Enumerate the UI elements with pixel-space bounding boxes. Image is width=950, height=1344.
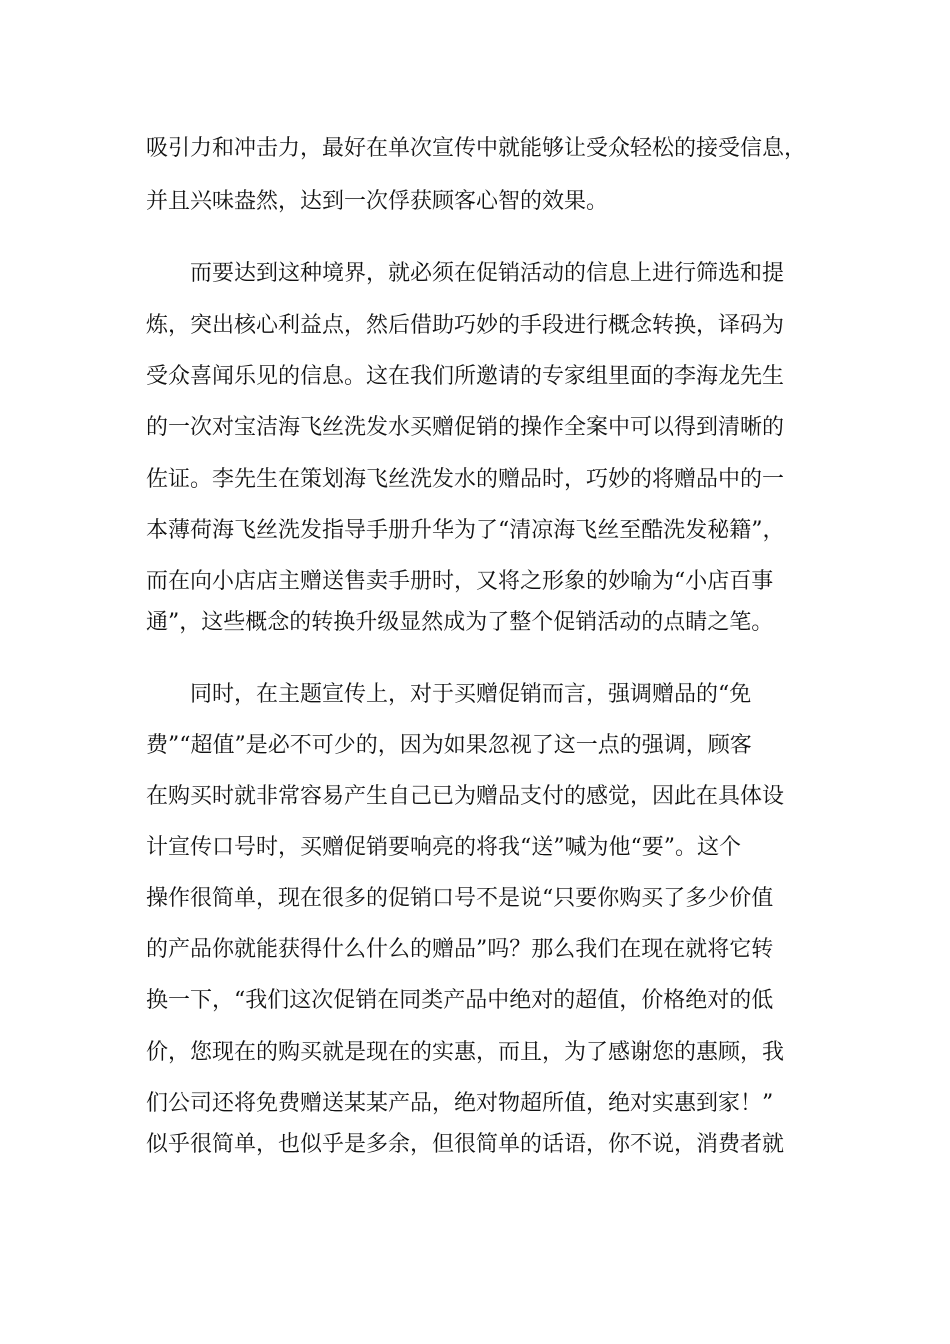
text-line: 的一次对宝洁海飞丝洗发水买赠促销的操作全案中可以得到清晰的 bbox=[146, 415, 785, 440]
text-line: 佐证。李先生在策划海飞丝洗发水的赠品时，巧妙的将赠品中的一 bbox=[146, 467, 785, 492]
text-line: 费”“超值”是必不可少的，因为如果忽视了这一点的强调，顾客 bbox=[146, 733, 752, 758]
paragraph-first-line: 而要达到这种境界，就必须在促销活动的信息上进行筛选和提 bbox=[190, 261, 785, 286]
text-line: 似乎很简单，也似乎是多余，但很简单的话语，你不说，消费者就 bbox=[146, 1132, 785, 1157]
text-line: 们公司还将免费赠送某某产品，绝对物超所值，绝对实惠到家！” bbox=[146, 1091, 774, 1116]
text-line: 并且兴味盎然，达到一次俘获顾客心智的效果。 bbox=[146, 189, 609, 214]
text-line: 的产品你就能获得什么什么的赠品”吗？那么我们在现在就将它转 bbox=[146, 937, 774, 962]
text-line: 本薄荷海飞丝洗发指导手册升华为了“清凉海飞丝至酷洗发秘籍”， bbox=[146, 518, 785, 543]
text-line: 受众喜闻乐见的信息。这在我们所邀请的专家组里面的李海龙先生 bbox=[146, 364, 785, 389]
text-line: 计宣传口号时，买赠促销要响亮的将我“送”喊为他“要”。这个 bbox=[146, 835, 741, 860]
text-line: 通”，这些概念的转换升级显然成为了整个促销活动的点睛之笔。 bbox=[146, 610, 774, 635]
text-line: 而在向小店店主赠送售卖手册时，又将之形象的妙喻为“小店百事 bbox=[146, 569, 774, 594]
text-line: 吸引力和冲击力，最好在单次宣传中就能够让受众轻松的接受信息， bbox=[146, 136, 806, 161]
text-line: 换一下，“我们这次促销在同类产品中绝对的超值，价格绝对的低 bbox=[146, 988, 774, 1013]
text-line: 在购买时就非常容易产生自己已为赠品支付的感觉，因此在具体设 bbox=[146, 784, 785, 809]
text-line: 价，您现在的购买就是现在的实惠，而且，为了感谢您的惠顾，我 bbox=[146, 1040, 785, 1065]
text-line: 操作很简单，现在很多的促销口号不是说“只要你购买了多少价值 bbox=[146, 886, 774, 911]
paragraph-first-line: 同时，在主题宣传上，对于买赠促销而言，强调赠品的“免 bbox=[190, 682, 752, 707]
text-line: 炼，突出核心利益点，然后借助巧妙的手段进行概念转换，译码为 bbox=[146, 313, 785, 338]
